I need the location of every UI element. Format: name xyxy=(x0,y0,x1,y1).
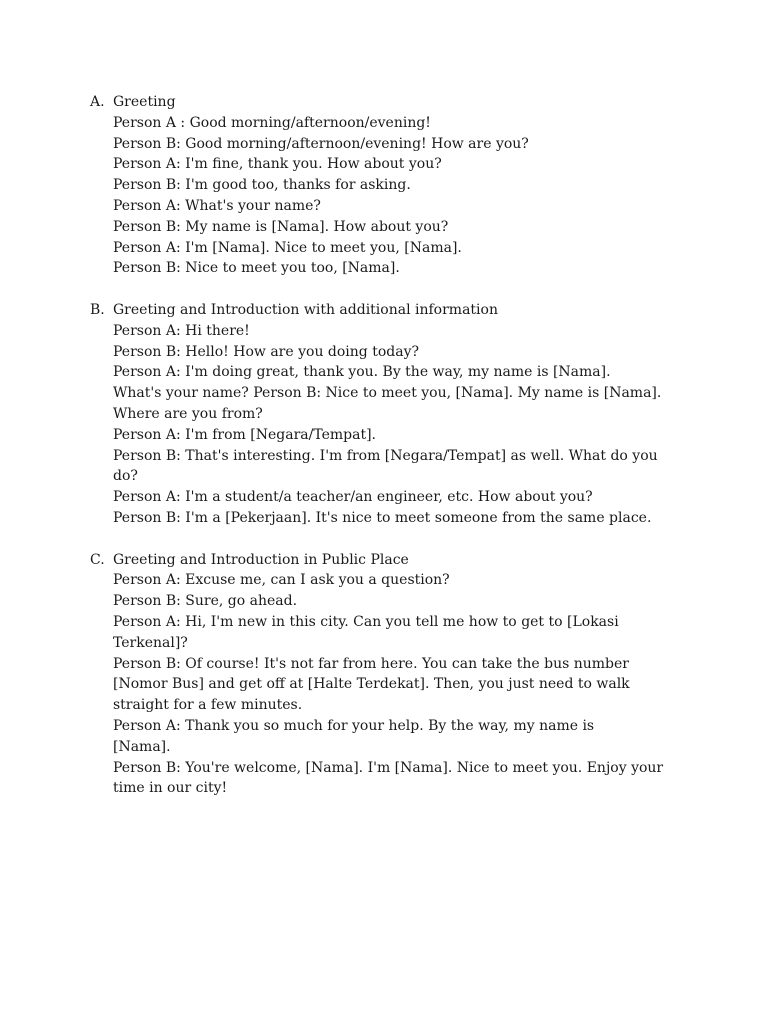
section-title: Greeting xyxy=(113,94,176,110)
dialogue-line: Person A: Excuse me, can I ask you a question? xyxy=(113,572,450,589)
dialogue-lines xyxy=(90,321,690,529)
section-c xyxy=(90,550,690,800)
dialogue-line: Person A: I'm a student/a teacher/an engineer, etc. How about you? xyxy=(113,489,593,506)
section-a xyxy=(90,92,690,279)
section-heading xyxy=(90,92,690,113)
dialogue-line: Person A: I'm fine, thank you. How about you? xyxy=(113,156,442,173)
dialogue-line: Person A: I'm from [Negara/Tempat]. xyxy=(113,426,376,443)
dialogue-line: Person A: I'm doing great, thank you. By the way, my name is [Nama]. xyxy=(113,364,611,381)
section-title: Greeting and Introduction with additional information xyxy=(113,301,498,318)
dialogue-line: Person A: What's your name? xyxy=(113,197,321,214)
dialogue-line: Person A: Thank you so much for your help. By the way, my name is xyxy=(113,717,595,734)
dialogue-line: Person B: I'm a [Pekerjaan]. It's nice to meet someone from the same place. xyxy=(113,509,652,526)
dialogue-lines xyxy=(90,113,690,279)
dialogue-line: Person A: Hi, I'm new in this city. Can you tell me how to get to [Lokasi xyxy=(113,613,619,630)
dialogue-line: Where are you from? xyxy=(113,405,263,422)
dialogue-line: Person B: You're welcome, [Nama]. I'm [Nama]. Nice to meet you. Enjoy your xyxy=(113,759,664,776)
dialogue-line: straight for a few minutes. xyxy=(113,697,303,714)
dialogue-line: Person B: Sure, go ahead. xyxy=(113,593,298,610)
dialogue-line: Person B: That's interesting. I'm from [Negara/Tempat] as well. What do you xyxy=(113,447,658,464)
dialogue-line: Person B: My name is [Nama]. How about you? xyxy=(113,218,449,235)
dialogue-line: Person B: Hello! How are you doing today? xyxy=(113,343,419,360)
dialogue-line: [Nomor Bus] and get off at [Halte Terdekat]. Then, you just need to walk xyxy=(113,676,630,693)
dialogue-line: What's your name? Person B: Nice to meet you, [Nama]. My name is [Nama]. xyxy=(113,385,662,402)
dialogue-line: Terkenal]? xyxy=(113,634,188,651)
section-letter: B. xyxy=(90,301,105,318)
dialogue-line: Person A: Hi there! xyxy=(113,322,250,339)
document-body xyxy=(90,92,690,820)
dialogue-line: Person B: Good morning/afternoon/evening! How are you? xyxy=(113,135,529,152)
section-letter: C. xyxy=(90,551,105,568)
section-heading xyxy=(90,550,690,571)
dialogue-lines xyxy=(90,570,690,799)
dialogue-line: time in our city! xyxy=(113,780,228,797)
dialogue-line: do? xyxy=(113,468,138,485)
dialogue-line: Person B: I'm good too, thanks for asking. xyxy=(113,177,411,194)
dialogue-line: Person B: Nice to meet you too, [Nama]. xyxy=(113,260,400,277)
section-letter: A. xyxy=(90,94,105,110)
dialogue-line: Person A : Good morning/afternoon/evening! xyxy=(113,114,431,131)
dialogue-line: [Nama]. xyxy=(113,738,171,755)
section-b xyxy=(90,300,690,529)
section-heading xyxy=(90,300,690,321)
dialogue-line: Person B: Of course! It's not far from here. You can take the bus number xyxy=(113,655,629,672)
dialogue-line: Person A: I'm [Nama]. Nice to meet you, [Nama]. xyxy=(113,239,462,256)
section-title: Greeting and Introduction in Public Place xyxy=(113,551,409,568)
